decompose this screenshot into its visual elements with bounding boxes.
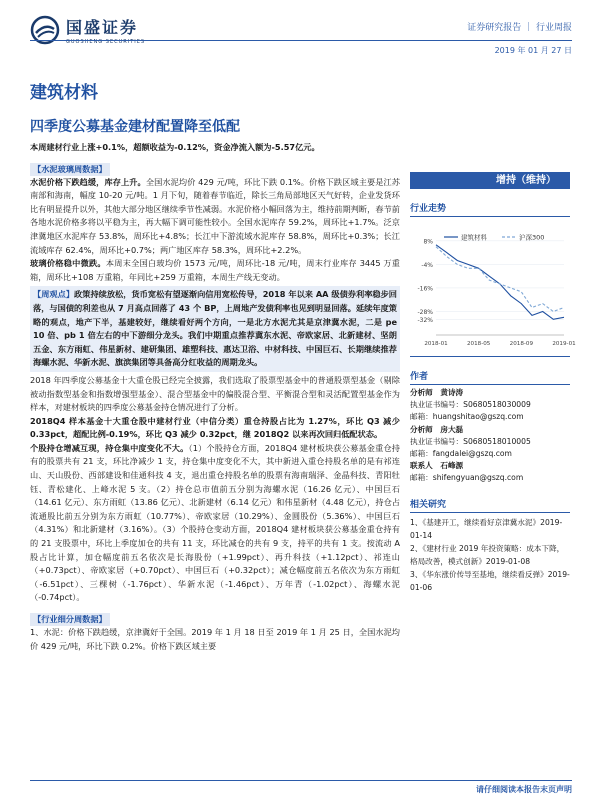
x-tick-label: 2018-01 (424, 341, 448, 347)
x-tick-label: 2018-09 (509, 341, 534, 347)
contact: 联系人 石峰源 (410, 461, 464, 471)
footer-disclaimer: 请仔细阅读本报告末页声明 (476, 785, 572, 794)
analyst-1-license: 执业证书编号：S0680518030009 (410, 400, 531, 410)
weekly-view-box (30, 286, 400, 372)
legend-label-1: 沪深300 (519, 233, 545, 242)
rating-badge: 增持（维持） (410, 172, 570, 189)
logo-chinese-name: 国盛证券 (66, 18, 139, 37)
weekly-view-paragraph (33, 288, 397, 370)
sector-name: 建筑材料 (30, 83, 98, 103)
summary: 本周建材行业上涨+0.1%，超额收益为-0.12%，资金净流入额为-5.57亿元。 (30, 142, 320, 152)
related-item[interactable]: 2、《建材行业 2019 年投资策略：成本下降，格局改善，模式创新》2019-01-08 (410, 543, 565, 566)
section-tag-cement: 【水泥玻璃周数据】 (30, 163, 110, 176)
analyst-1: 分析师 黄诗涛 (410, 388, 464, 397)
analyst-2: 分析师 房大磊 (410, 424, 464, 434)
stock-lead: 个股持仓增减互现，持仓集中度变化不大。 (30, 442, 189, 453)
y-tick-label: 8% (423, 238, 433, 246)
trend-heading: 行业走势 (410, 201, 570, 217)
report-type: 证券研究报告 ｜ 行业周报 (467, 23, 572, 33)
y-tick-label: -4% (421, 261, 433, 269)
weekly-view-body: 政策持续放松，货币宽松有望逐渐向信用宽松传导，2018 年以来 AA 级债券利率稳步回落，与国债的利差也从 7 月高点回落了 43 个 BP，上周地产发债利率也见到明显回落。延续年度策略的观点，地产下半，基建较好，继续看好两个方向，一是北方水泥尤其是京津冀水泥，二是 pe 10 倍、pb 1 倍左右的中下游细分龙头。我们中期重点推荐冀东水泥、帝欧家居、北新建材、坚朗五金、东方雨虹、伟星新材、建研集团、雄塑科技、惠达卫浴、中材科技、中国巨石、长期继续推荐海螺水泥、华新水泥、旗滨集团等具备高分红收益的周期龙头。 (33, 289, 397, 368)
logo-english-name: GUOSHENG SECURITIES (66, 39, 146, 45)
header-divider (30, 40, 572, 41)
fund-lead: 2018Q4 样本基金十大重仓股中建材行业（中信分类）重仓持股占比为 1.27%，环比 Q3 减少 0.33pct，超配比例-0.19%，环比 Q3 减少 0.32pct，继 2018Q2 以来再次回归低配状态。 (30, 415, 400, 440)
section-tag-view: 【周观点】 (33, 289, 75, 300)
stock-body: （1）个股持仓方面，2018Q4 建材板块获公募基金重仓持有的股票共有 21 支，环比净减少 1 支，持仓集中度变化不大，其中新进入重仓持股名单的是有祁连山、天山股份、西部建设和佳通科技 4 支，退出重仓持股名单的股票有海南瑞泽、金晶科技、青阳牡钰、青松建化、上峰水泥 5 支。（2）持仓总市值前五分别为海螺水泥（16.26 亿元）、中国巨石（14.61 亿元）、东方雨虹（13.86 亿元）、北新建材（6.14 亿元）和伟星新材（4.48 亿元），持仓占流通股比前五分别为东方雨虹（10.77%）、帝欧家居（10.29%）、金圆股份（5.36%）、中国巨石（4.31%）和北新建材（3.16%）。（3）个股持仓变动方面，2018Q4 建材板块获公募基金重仓持有的 21 支股票中，环比上季度加仓的共有 11 支，环比减仓的共有 9 支，持平的共有 1 支。按流动 A 股占比计算，加仓幅度前五名依次是长海股份（+1.99pct）、再升科技（+1.12pct）、祁连山（+0.73pct）、帝欧家居（+0.70pct）、中国巨石（+0.32pct）；减仓幅度前五名依次为东方雨虹（-6.51pct）、三棵树（-1.76pct）、华新水泥（-1.46pct）、万年青（-1.02pct）、海螺水泥（-0.74pct）。 (30, 442, 400, 603)
stock-paragraph (30, 442, 400, 605)
analysts-heading: 作者 (410, 369, 570, 385)
glass-body: 本周末全国白玻均价 1573 元/吨，周环比-18 元/吨，周末行业库存 3445 万重箱，周环比+108 万重箱，年同比+259 万重箱，本周生产线无变动。 (30, 258, 400, 282)
report-date: 2019 年 01 月 27 日 (494, 46, 572, 55)
main-column (30, 141, 400, 653)
trend-chart (410, 223, 576, 357)
analyst-1-email: 邮箱：huangshitao@gszq.com (410, 412, 524, 422)
analyst-list (410, 387, 570, 485)
report-title: 四季度公募基金建材配置降至低配 (30, 119, 240, 135)
footer-divider (30, 780, 572, 781)
x-tick-label: 2018-05 (466, 341, 491, 347)
series-line-0 (436, 245, 564, 319)
fund-intro: 2018 年四季度公募基金十大重仓股已经完全披露，我们选取了股票型基金中的普通股票型基金（剔除被动指数型基金和指数增强型基金）、混合型基金中的偏股混合型、平衡混合型和灵活配置型基金作为样本，对建材板块的四季度公募基金持仓情况进行了分析。 (30, 374, 400, 413)
series-line-1 (436, 247, 564, 312)
company-logo (30, 12, 145, 48)
sidebar (410, 172, 576, 594)
related-item[interactable]: 1、《基建开工，继续看好京津冀水泥》2019-01-14 (410, 517, 563, 540)
x-tick-label: 2019-01 (552, 341, 576, 347)
related-heading: 相关研究 (410, 497, 570, 513)
y-tick-label: -28% (417, 308, 433, 316)
section-tag-industry: 【行业细分周数据】 (30, 613, 110, 626)
legend-label-0: 建筑材料 (461, 233, 487, 242)
contact-email: 邮箱：shifengyuan@gszq.com (410, 473, 524, 483)
industry-paragraph: 1、水泥：价格下跌趋缓，京津冀好于全国。2019 年 1 月 18 日至 2019 年 1 月 25 日，全国水泥均价 429 元/吨，环比下跌 0.2%。价格下跌区域主要 (30, 627, 400, 651)
cement-body: 全国水泥均价 429 元/吨，环比下跌 0.1%。价格下跌区域主要是江苏南部和海南，幅度 10-20 元/吨。1 月下旬，随着春节临近，除长三角局部地区天气好转，企业发货环比有明显提升以外，其他大部分地区继续季节性减弱。水泥价格小幅回落为主，维持前期判断，春节前各地水泥价格多将以平稳为主，再大幅下调可能性较小。全国水泥库存 59.2%，周环比+1.7%。泛京津冀地区水泥库存 53.8%，周环比+4.8%；长江中下游流域水泥库存 58.8%，周环比+0.3%；长江流域库存 62.4%，周环比+0.7%；两广地区库存 58.3%，周环比+2.2%。 (30, 176, 400, 255)
report-header (0, 0, 600, 68)
cement-paragraph (30, 176, 400, 258)
trend-chart-svg (410, 223, 576, 357)
y-tick-label: -16% (417, 285, 433, 293)
cement-lead: 水泥价格下跌趋缓，库存上升。 (30, 176, 146, 187)
y-tick-label: -32% (417, 316, 433, 324)
related-item[interactable]: 3、《华东涨价传导至基地，继续看反弹》2019-01-06 (410, 569, 570, 592)
analyst-2-license: 执业证书编号：S0680518010005 (410, 436, 531, 446)
glass-lead: 玻璃价格稳中微跌。 (30, 258, 106, 269)
analyst-2-email: 邮箱：fangdalei@gszq.com (410, 449, 512, 459)
related-list (410, 516, 570, 594)
glass-paragraph (30, 257, 400, 284)
